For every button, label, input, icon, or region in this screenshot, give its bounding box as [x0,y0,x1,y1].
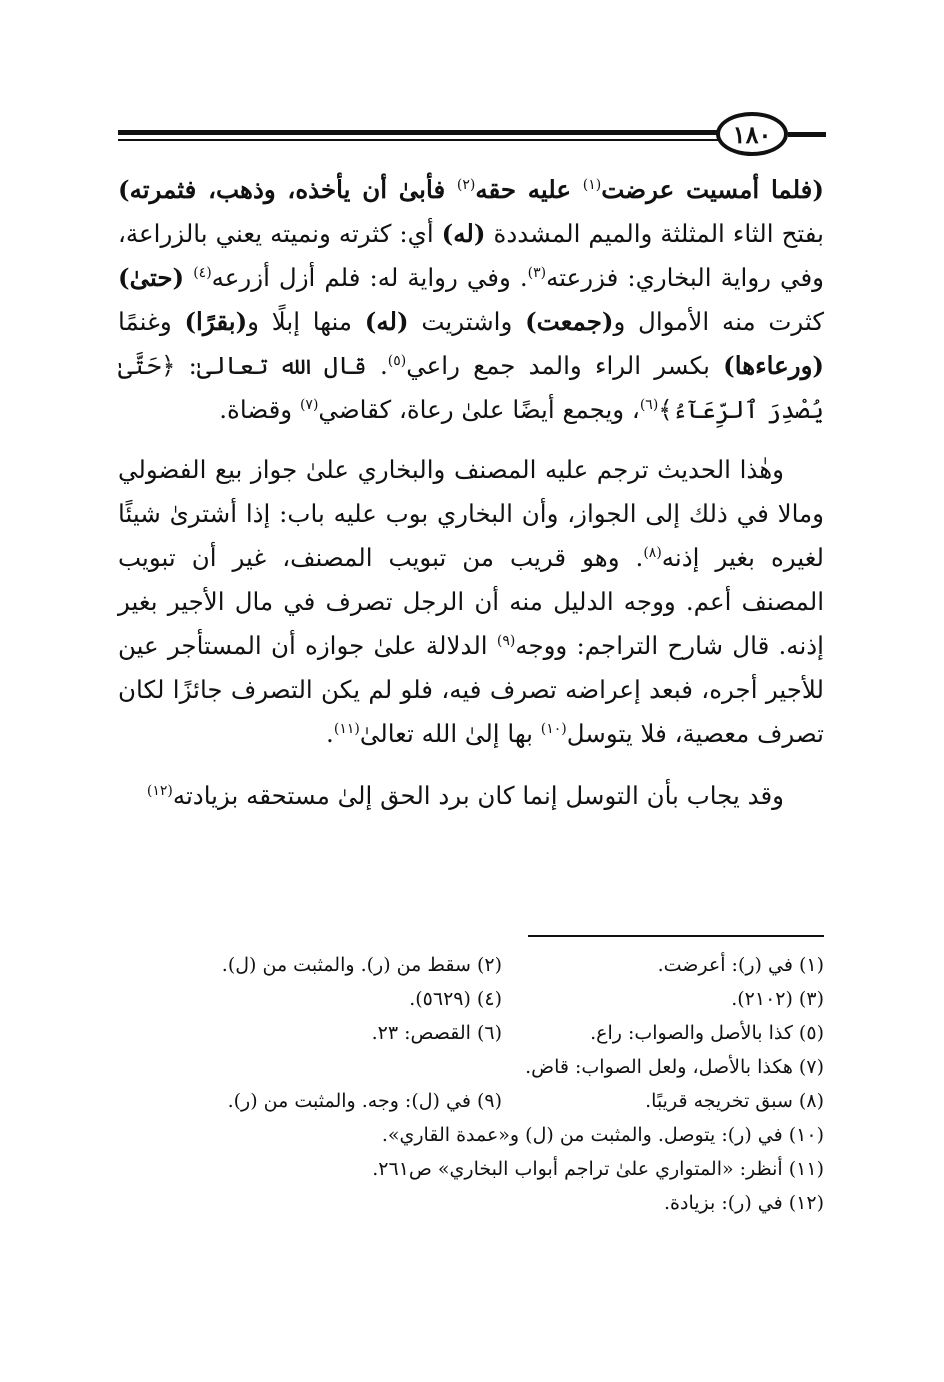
text-span: واشتريت [408,307,526,336]
text-span: بها إلىٰ الله تعالىٰ [359,719,541,748]
footnote-row [124,982,824,1016]
footnote-ref-10: (١٠) [540,720,567,737]
footnote-separator [528,935,824,937]
footnote-9: (٩) في (ل): وجه. والمثبت من (ر). [227,1090,502,1112]
paragraph-2 [118,448,824,756]
text-span: (حتىٰ) [118,263,185,292]
text-span: بفتح الثاء المثلثة والميم المشددة [485,219,824,248]
text-span: . قال الله تعالىٰ: ﴿حَتَّىٰ يُصْدِرَ ٱلرِّعَآءُ﴾ [118,351,824,424]
footnote-7: (٧) هكذا بالأصل، ولعل الصواب: قاض. [525,1056,824,1078]
footnote-row [124,1050,824,1084]
footnote-row [124,1152,824,1186]
text-span [184,263,193,292]
page-header [118,112,826,158]
footnote-6: (٦) القصص: ٢٣. [371,1022,502,1044]
header-rule-right [788,132,826,137]
text-span: فأبىٰ أن يأخذه، وذهب، فثمرته) [118,175,457,204]
text-span: (له) [364,307,409,336]
footnote-ref-9: (٩) [496,632,516,649]
text-span: (جمعت) [525,307,614,336]
text-span: ، ويجمع أيضًا علىٰ رعاة، كقاضي [318,395,640,424]
footnote-ref-1: (١) [582,176,602,193]
footnote-8: (٨) سبق تخريجه قريبًا. [645,1090,824,1112]
footnote-ref-12: (١٢) [146,782,173,799]
text-span: بكسر الراء والمد جمع راعي [406,351,724,380]
text-span: . [326,719,334,748]
text-span: . وهو قريب من تبويب المصنف، غير أن تبويب المصنف أعم. ووجه الدليل منه أن الرجل تصرف في مال الأجير بغير إذنه. قال شارح التراجم: ووجه [118,543,824,660]
text-span: (له) [441,219,486,248]
footnote-row [124,1186,824,1220]
text-span: وغنمًا [118,307,185,336]
text-span: (بقرًا) [184,307,248,336]
footnote-5: (٥) كذا بالأصل والصواب: راع. [590,1022,824,1044]
text-span: وقضاة. [219,395,300,424]
footnote-12: (١٢) في (ر): بزيادة. [664,1192,824,1214]
header-rule-thick [118,130,718,135]
text-span: الدلالة علىٰ جوازه أن المستأجر عين للأجير أجره، فبعد إعراضه تصرف فيه، فلو لم يكن التصرف جائزًا لكان تصرف معصية، فلا يتوسل [118,631,824,748]
text-span: منها إبلًا و [247,307,365,336]
footnote-ref-2: (٢) [456,176,476,193]
footnote-2: (٢) سقط من (ر). والمثبت من (ل). [221,954,502,976]
text-span: (ورعاءها) [723,351,824,380]
footnote-ref-3: (٣) [527,264,547,281]
page-number: ١٨٠ [716,112,788,156]
footnote-ref-5: (٥) [387,352,407,369]
footnote-ref-7: (٧) [299,396,319,413]
text-span: وقد يجاب بأن التوسل إنما كان برد الحق إلىٰ مستحقه بزيادته [172,781,784,810]
paragraph-1 [118,168,824,432]
text-span: (فلما أمسيت عرضت [601,175,824,204]
footnote-ref-6: (٦) [639,396,659,413]
footnote-row [124,1016,824,1050]
text-span: . وفي رواية له: فلم أزل أزرعه [211,263,528,292]
text-span: أي: كثرته ونميته يعني بالزراعة، وفي رواية البخاري: فزرعته [118,219,824,292]
footnote-10: (١٠) في (ر): يتوصل. والمثبت من (ل) و«عمدة القاري». [381,1124,824,1146]
text-span: عليه حقه [475,175,583,204]
paragraph-3 [118,774,824,818]
main-text [118,168,824,818]
footnotes [124,948,824,1220]
footnote-ref-4: (٤) [193,264,212,281]
header-rule-thin [118,139,718,141]
footnote-row [124,948,824,982]
footnote-4: (٤) (٥٦٢٩). [409,988,502,1010]
footnote-ref-11: (١١) [333,720,360,737]
footnote-row [124,1118,824,1152]
footnote-1: (١) في (ر): أعرضت. [657,954,824,976]
footnote-ref-8: (٨) [643,544,662,561]
text-span: وهٰذا الحديث ترجم عليه المصنف والبخاري علىٰ جواز بيع الفضولي ومالا في ذلك إلى الجواز، وأن البخاري بوب عليه باب: إذا أشترىٰ شيئًا لغيره بغير إذنه [118,455,825,572]
text-span: كثرت منه الأموال و [613,307,824,336]
footnote-row [124,1084,824,1118]
footnote-3: (٣) (٢١٠٢). [731,988,824,1010]
footnote-11: (١١) أنظر: «المتواري علىٰ تراجم أبواب البخاري» ص٢٦١. [372,1158,824,1180]
